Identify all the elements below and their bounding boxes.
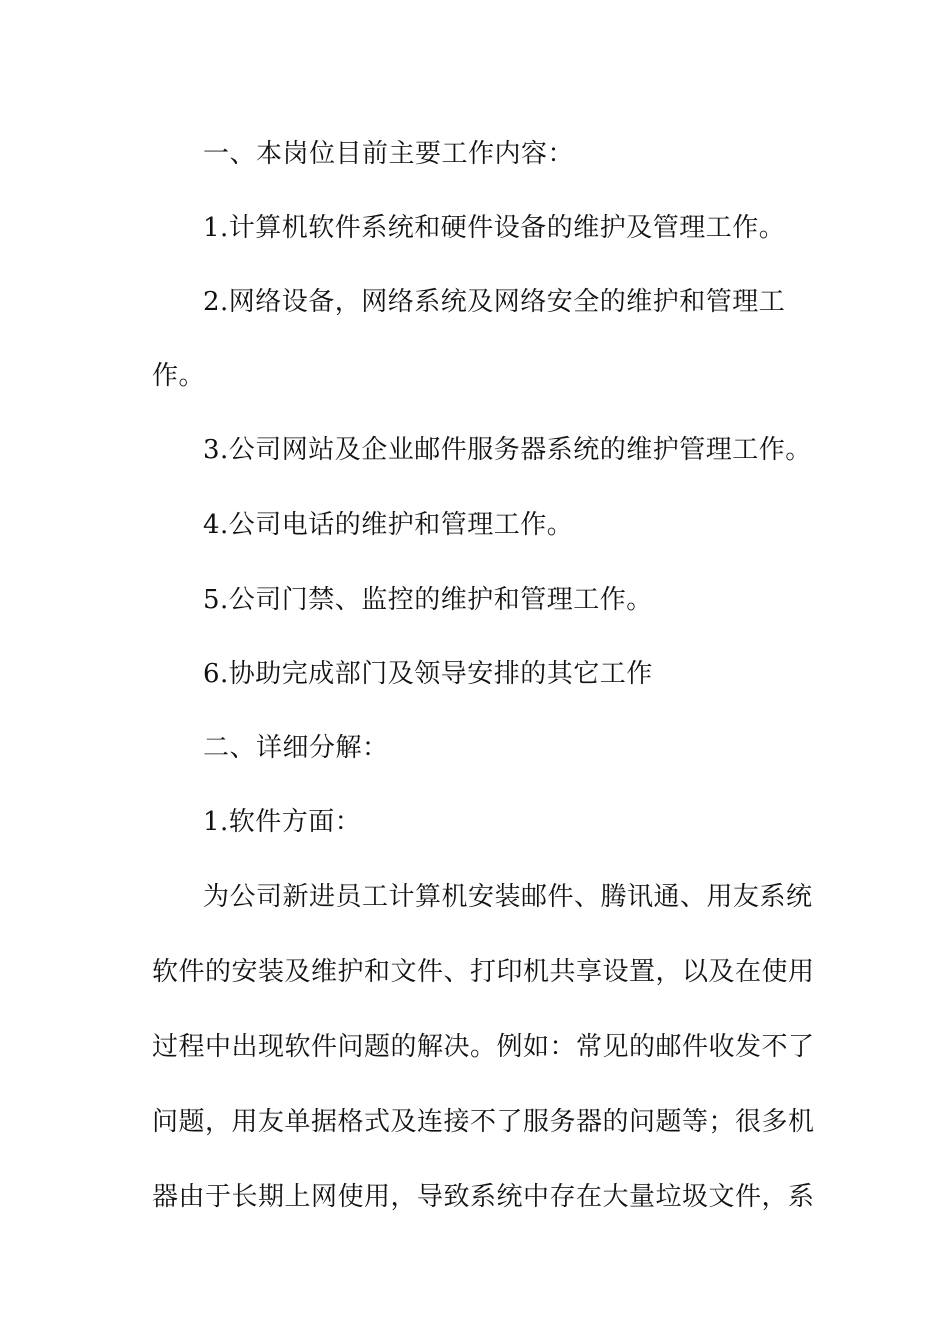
subsection-heading-software: 1.软件方面： [203,807,362,837]
list-item-4: 4.公司电话的维护和管理工作。 [203,510,574,540]
paragraph-line-3: 过程中出现软件问题的解决。例如：常见的邮件收发不了 [152,1032,815,1062]
list-item-3: 3.公司网站及企业邮件服务器系统的维护管理工作。 [203,435,812,465]
list-item-2: 2.网络设备，网络系统及网络安全的维护和管理工 [203,287,786,317]
list-item-1: 1.计算机软件系统和硬件设备的维护及管理工作。 [203,213,786,243]
paragraph-line-2: 软件的安装及维护和文件、打印机共享设置，以及在使用 [152,957,815,987]
paragraph-line-4: 问题，用友单据格式及连接不了服务器的问题等；很多机 [152,1107,815,1137]
list-item-2-continuation: 作。 [152,361,206,391]
section-heading-1: 一、本岗位目前主要工作内容： [203,139,575,169]
list-item-5: 5.公司门禁、监控的维护和管理工作。 [203,585,653,615]
paragraph-line-5: 器由于长期上网使用，导致系统中存在大量垃圾文件，系 [152,1182,815,1212]
list-item-6: 6.协助完成部门及领导安排的其它工作 [203,659,653,689]
paragraph-line-1: 为公司新进员工计算机安装邮件、腾讯通、用友系统 [203,882,813,912]
section-heading-2: 二、详细分解： [203,733,389,763]
